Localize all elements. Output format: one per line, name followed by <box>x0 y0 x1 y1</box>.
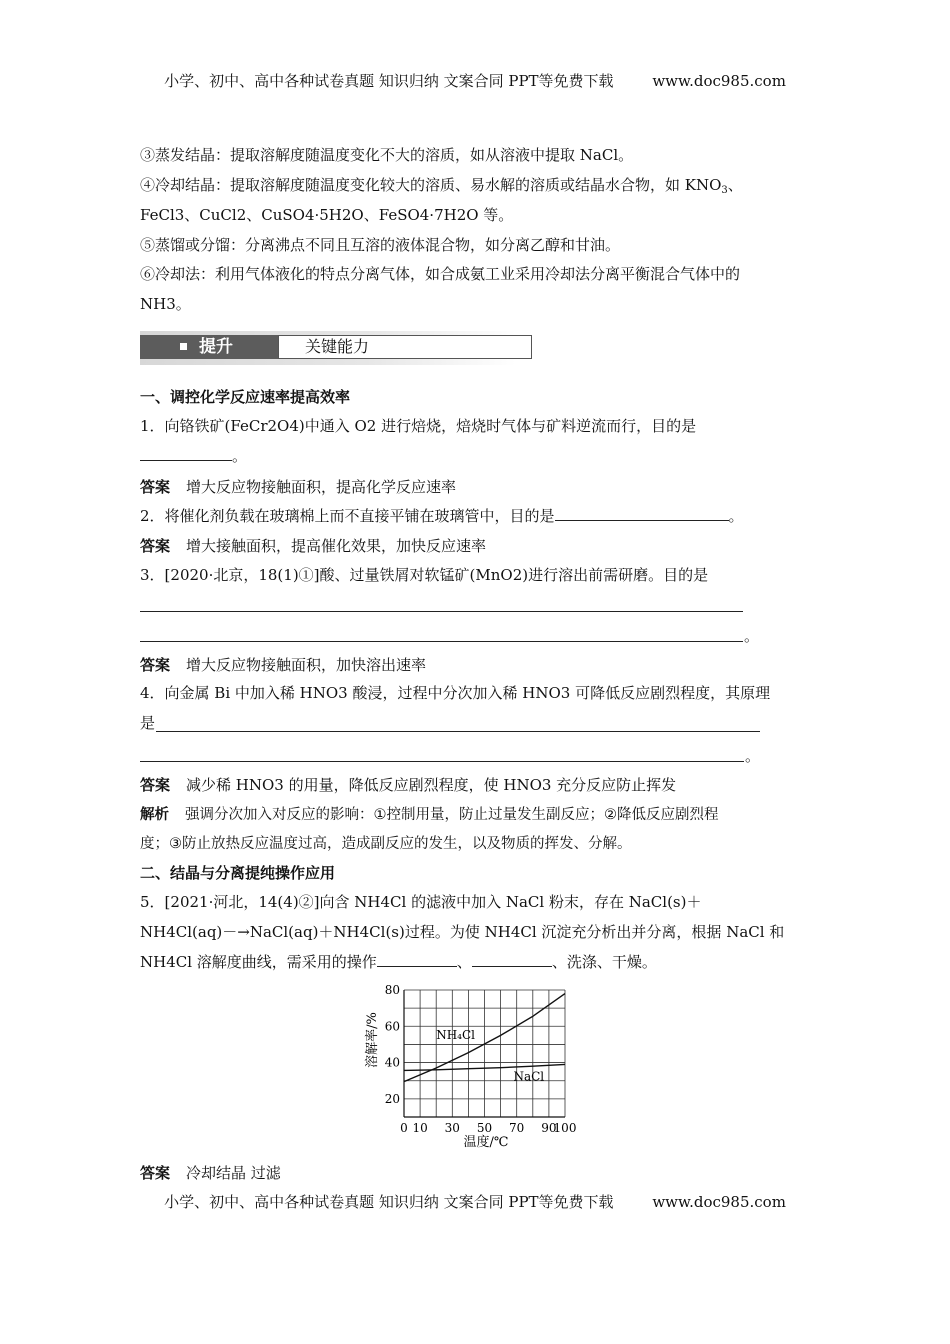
footer-text: 小学、初中、高中各种试卷真题 知识归纳 文案合同 PPT等免费下载 <box>164 1193 614 1211</box>
item-6-line2: NH3。 <box>140 295 191 313</box>
item-4-line1: ④冷却结晶：提取溶解度随温度变化较大的溶质、易水解的溶质或结晶水合物，如 $KNO_3$、 <box>140 176 743 196</box>
header-text: 小学、初中、高中各种试卷真题 知识归纳 文案合同 PPT等免费下载 <box>164 72 614 90</box>
q5-text-1: 5．[2021·河北，14(4)②]向含 NH4Cl 的滤液中加入 NaCl 粉末，存在 NaCl(s)＋ <box>140 893 702 911</box>
item-4-line2: FeCl3、CuCl2、CuSO4·5H2O、FeSO4·7H2O 等。 <box>140 206 514 224</box>
section-2-title: 二、结晶与分离提纯操作应用 <box>140 864 336 882</box>
q4-end: 。 <box>745 747 761 765</box>
section-banner <box>140 331 516 365</box>
x-tick-label: 70 <box>509 1121 525 1135</box>
x-tick-label: 30 <box>444 1121 460 1135</box>
q1-text: 1．向铬铁矿(FeCr2O4)中通入 O2 进行焙烧，焙烧时气体与矿料逆流而行，目的是 <box>140 417 697 435</box>
page-header <box>0 70 950 91</box>
q3-blank-2 <box>140 641 743 642</box>
banner-light: 关键能力 <box>278 335 532 359</box>
y-tick-label: 60 <box>384 1019 400 1034</box>
q4-blank-2 <box>140 761 744 762</box>
q5-answer: 答案 冷却结晶 过滤 <box>140 1164 281 1182</box>
item-6-line1: ⑥冷却法：利用气体液化的特点分离气体，如合成氨工业采用冷却法分离平衡混合气体中的 <box>140 265 741 283</box>
banner-dark: 提升 <box>140 335 278 359</box>
q4-answer: 答案 减少稀 HNO3 的用量，降低反应剧烈程度，使 HNO3 充分反应防止挥发 <box>140 776 677 794</box>
q2-text: 2．将催化剂负载在玻璃棉上而不直接平铺在玻璃管中，目的是 。 <box>140 507 744 525</box>
x-tick-label: 50 <box>476 1121 493 1135</box>
series-label-nh4cl: NH₄Cl <box>436 1027 475 1042</box>
x-tick-label: 100 <box>553 1121 577 1135</box>
x-tick-label: 90 <box>541 1121 557 1135</box>
header-site: www.doc985.com <box>652 72 786 90</box>
q3-answer: 答案 增大反应物接触面积，加快溶出速率 <box>140 656 427 674</box>
series-label-nacl: NaCl <box>513 1069 545 1084</box>
q1-answer: 答案 增大反应物接触面积，提高化学反应速率 <box>140 478 457 496</box>
q4-text-1: 4．向金属 Bi 中加入稀 HNO3 酸浸，过程中分次加入稀 HNO3 可降低反应剧烈程度，其原理 <box>140 684 771 702</box>
q2-answer: 答案 增大接触面积，提高催化效果，加快反应速率 <box>140 537 487 555</box>
q4-blank-1 <box>156 731 760 732</box>
y-tick-label: 40 <box>384 1055 400 1070</box>
chart-xlabel: 温度/℃ <box>463 1135 509 1150</box>
x-tick-label: 0 <box>400 1121 408 1135</box>
section-1-title: 一、调控化学反应速率提高效率 <box>140 388 351 406</box>
page-footer <box>0 1191 950 1212</box>
y-tick-label: 80 <box>384 983 400 997</box>
footer-site: www.doc985.com <box>652 1193 786 1211</box>
q3-end: 。 <box>744 627 760 645</box>
q3-text: 3．[2020·北京，18(1)①]酸、过量铁屑对软锰矿(MnO2)进行溶出前需研磨。目的是 <box>140 566 709 584</box>
q4-text-2: 是 <box>140 714 156 732</box>
q1-blank-line: 。 <box>140 446 812 466</box>
q5-text-2: NH4Cl(aq)－→NaCl(aq)＋NH4Cl(s)过程。为使 NH4Cl 沉淀充分析出并分离，根据 NaCl 和 <box>140 923 785 941</box>
x-tick-label: 10 <box>412 1121 428 1135</box>
q3-blank-1 <box>140 611 743 612</box>
item-3: ③蒸发结晶：提取溶解度随温度变化不大的溶质，如从溶液中提取 NaCl。 <box>140 146 634 164</box>
q5-text-3: NH4Cl 溶解度曲线，需采用的操作 、 、洗涤、干燥。 <box>140 953 657 971</box>
q4-analysis-1: 解析 强调分次加入对反应的影响：①控制用量，防止过量发生副反应；②降低反应剧烈程 <box>140 807 719 823</box>
item-5: ⑤蒸馏或分馏：分离沸点不同且互溶的液体混合物，如分离乙醇和甘油。 <box>140 236 621 254</box>
solubility-chart <box>360 980 600 1155</box>
y-tick-label: 20 <box>384 1091 400 1106</box>
chart-grid <box>404 990 565 1117</box>
q4-analysis-2: 度；③防止放热反应温度过高，造成副反应的发生，以及物质的挥发、分解。 <box>140 836 632 852</box>
chart-ylabel: 溶解率/% <box>365 1012 380 1068</box>
